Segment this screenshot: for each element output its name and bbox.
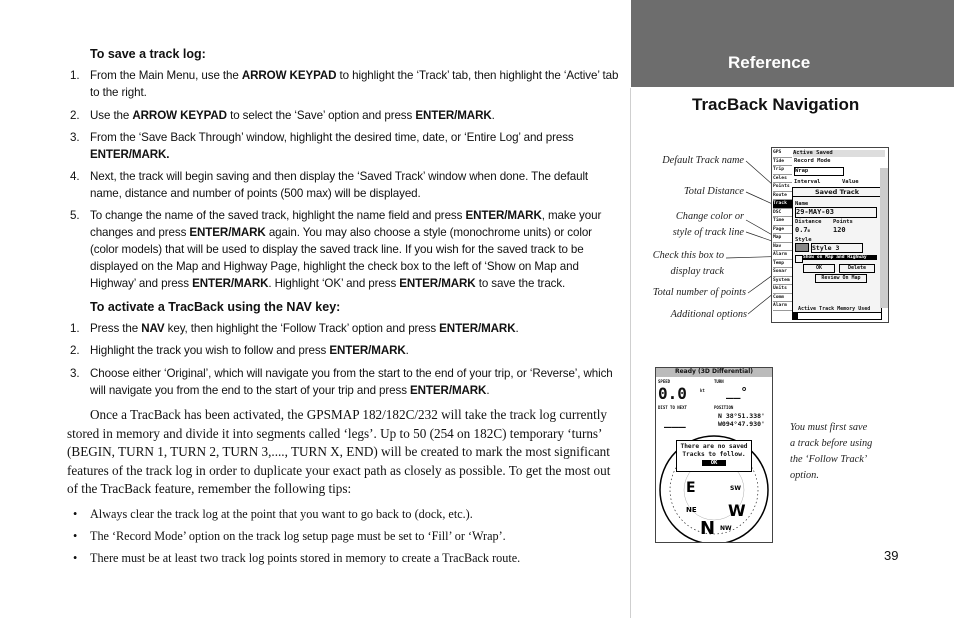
menu-tab[interactable]: Nav [773, 243, 792, 252]
key-name: ENTER/MARK [415, 109, 492, 122]
menu-tab[interactable]: Units [773, 285, 792, 294]
figure2-caption: You must first save a track before using the ‘Follow Track’ option. [790, 422, 873, 481]
label-change-color: Change color or style of track line [672, 211, 744, 238]
compass-nw: NW [720, 525, 732, 532]
key-name: ENTER/MARK [329, 344, 406, 357]
no-saved-tracks-dialog [676, 440, 752, 472]
step-text: key, then highlight the ‘Follow Track’ option and press [164, 322, 440, 335]
key-name: ENTER/MARK [410, 384, 487, 397]
step-text: to select the ‘Save’ option and press [226, 109, 416, 122]
dialog-message-line2: Tracks to follow. [682, 451, 746, 458]
compass-w: W [728, 501, 746, 520]
step-text: From the Main Menu, use the [90, 69, 242, 82]
turn-label: TURN [714, 379, 724, 384]
key-name: ARROW KEYPAD [241, 69, 337, 82]
label-total-points: Total number of points [652, 287, 746, 298]
record-mode-field[interactable]: Wrap [794, 167, 844, 176]
speed-label: SPEED [658, 379, 671, 384]
screen-scrollbar[interactable] [880, 168, 888, 308]
interval-label: Interval [794, 179, 821, 185]
dist-value: ___ [664, 414, 686, 428]
step-text: Use the [90, 109, 133, 122]
step-number: 1. [70, 69, 80, 82]
step-text: Choose either ‘Original’, which will navigate you from the start to the end of your trip, or ‘Reverse’, which will navigate you from the end to the start of your trip and press [90, 367, 613, 397]
dist-label: DIST TO NEXT [658, 405, 687, 410]
compass-sw: SW [730, 485, 741, 492]
key-name: ENTER/MARK [439, 322, 516, 335]
label-default-track-name: Default Track name [662, 155, 744, 166]
step-number: 5. [70, 209, 80, 222]
section-title: TracBack Navigation [692, 95, 860, 114]
dialog-ok-button[interactable]: OK [702, 460, 726, 466]
step-number: 3. [70, 367, 80, 380]
menu-tab[interactable]: Time [773, 217, 792, 226]
key-name: ARROW KEYPAD [132, 109, 227, 122]
latitude: N 38°51.338' [718, 412, 765, 420]
active-saved-tabs[interactable]: Active Saved [793, 150, 885, 157]
points-label: Points [833, 219, 853, 225]
style-select[interactable]: Style 3 [811, 243, 863, 253]
key-name: ENTER/MARK [189, 226, 266, 239]
menu-tab[interactable]: Comm [773, 294, 792, 303]
speed-value: 0.0 [658, 384, 687, 403]
tip-item: • There must be at least two track log points stored in memory to create a TracBack route. [73, 551, 521, 565]
key-name: ENTER/MARK [465, 209, 542, 222]
step-text: , make your changes and press [90, 209, 602, 239]
style-label: Style [795, 237, 812, 243]
step-text: Highlight the track you wish to follow and press [90, 344, 330, 357]
step-number: 1. [70, 322, 80, 335]
body-paragraph: Once a TracBack has been activated, the GPSMAP 182/182C/232 will take the track log currently stored in memory and divide it into segments called ‘legs’. Up to 50 (254 on 182C) temporary ‘turns’ (BEGIN, TURN 1, TURN 2, TURN 3,...., TURN X, END) will be created to mark the most significant features of the track log in order to duplicate your exact path as closely as possible. To get the most out of the TracBack feature, remember the following tips: [67, 407, 611, 496]
track-name-field[interactable]: 29-MAY-03 [795, 207, 877, 218]
menu-tab[interactable]: System [773, 277, 792, 286]
label-total-distance: Total Distance [684, 186, 744, 197]
turn-value: __° [726, 385, 748, 399]
menu-tab[interactable]: DSC [773, 209, 792, 218]
step-number: 2. [70, 344, 80, 357]
key-name: ENTER/MARK [192, 277, 269, 290]
step-text: . Highlight ‘OK’ and press [268, 277, 400, 290]
compass-screenshot [655, 367, 773, 543]
label-additional-options: Additional options [670, 309, 747, 320]
menu-tabs [773, 149, 792, 311]
step-text: to highlight the ‘Track’ tab, then highlight the ‘Active’ tab to the right. [90, 69, 619, 99]
step-text: . [491, 109, 495, 122]
memory-used-bar [792, 312, 882, 320]
menu-tab[interactable]: Tide [773, 158, 792, 167]
menu-tab[interactable]: Alarm [773, 251, 792, 260]
step-number: 4. [70, 170, 80, 183]
key-name: ENTER/MARK. [90, 148, 170, 161]
speed-unit: kt [700, 388, 705, 393]
menu-tab[interactable]: Page [773, 226, 792, 235]
longitude: W094°47.930' [718, 420, 765, 428]
label-check-box: Check this box to display track [652, 250, 724, 277]
key-name: NAV [141, 322, 165, 335]
step-number: 2. [70, 109, 80, 122]
menu-tab[interactable]: Map [773, 234, 792, 243]
step-text: Next, the track will begin saving and then display the ‘Saved Track’ window when done. The default name, distance and number of points (500 max) will be displayed. [90, 170, 589, 200]
activate-tracback-heading: To activate a TracBack using the NAV key: [90, 300, 341, 314]
step-text: From the ‘Save Back Through’ window, highlight the desired time, date, or ‘Entire Log’ and press [90, 131, 574, 144]
compass-ne: NE [686, 506, 697, 514]
step-text: . [486, 384, 490, 397]
style-swatch [795, 243, 809, 252]
menu-tab[interactable]: Temp [773, 260, 792, 269]
tip-item: • The ‘Record Mode’ option on the track log setup page must be set to ‘Fill’ or ‘Wrap’. [73, 529, 506, 543]
step-text: To change the name of the saved track, highlight the name field and press [90, 209, 466, 222]
status-bar: Ready (3D Differential) [656, 368, 772, 377]
step-text: . [515, 322, 519, 335]
dialog-message-line1: There are no saved [680, 443, 748, 450]
window-title: Saved Track [793, 188, 881, 197]
record-mode-label: Record Mode [794, 158, 831, 164]
step-number: 3. [70, 131, 80, 144]
saved-track-window [792, 187, 882, 313]
page-number: 39 [884, 548, 899, 563]
step-text: Press the [90, 322, 142, 335]
menu-tab[interactable]: GPS [773, 149, 792, 158]
memory-used-label: Active Track Memory Used [798, 306, 871, 312]
distance-label: Distance [795, 219, 822, 225]
compass-n: N [700, 518, 716, 539]
header-title: Reference [728, 53, 811, 72]
ok-button[interactable]: OK [803, 264, 835, 273]
step-text: . [405, 344, 409, 357]
value-label: Value [842, 179, 859, 185]
save-track-heading: To save a track log: [90, 47, 206, 61]
distance-value: 0.7m [795, 226, 811, 234]
menu-tab[interactable]: Trip [773, 166, 792, 175]
name-label: Name [795, 201, 809, 207]
show-on-map-checkbox[interactable] [795, 255, 803, 263]
menu-tab[interactable]: Points [773, 183, 792, 192]
menu-tab[interactable]: Alarm [773, 302, 792, 311]
menu-tab[interactable]: Celes [773, 175, 792, 184]
points-value: 120 [833, 226, 846, 234]
position-label: POSITION [714, 405, 734, 410]
show-on-map-label: Show on Map and Highway [803, 255, 877, 260]
review-on-map-button[interactable]: Review On Map [815, 274, 867, 283]
menu-tab[interactable]: Route [773, 192, 792, 201]
compass-e: E [686, 480, 696, 496]
step-text: again. You may also choose a style (monochrome units) or color (color models) that will be used to display the saved track line. If you wish for the saved track to be displayed on the Map and Highway Page, highlight the check box to the left of ‘Show on Map and Highway’ and press [90, 226, 592, 290]
delete-button[interactable]: Delete [839, 264, 875, 273]
menu-tab[interactable]: Sonar [773, 268, 792, 277]
saved-track-screenshot [771, 147, 889, 323]
step-text: to save the track. [475, 277, 566, 290]
menu-tab[interactable]: Track [773, 200, 792, 209]
key-name: ENTER/MARK [399, 277, 476, 290]
tip-item: • Always clear the track log at the point that you want to go back to (dock, etc.). [73, 507, 473, 521]
